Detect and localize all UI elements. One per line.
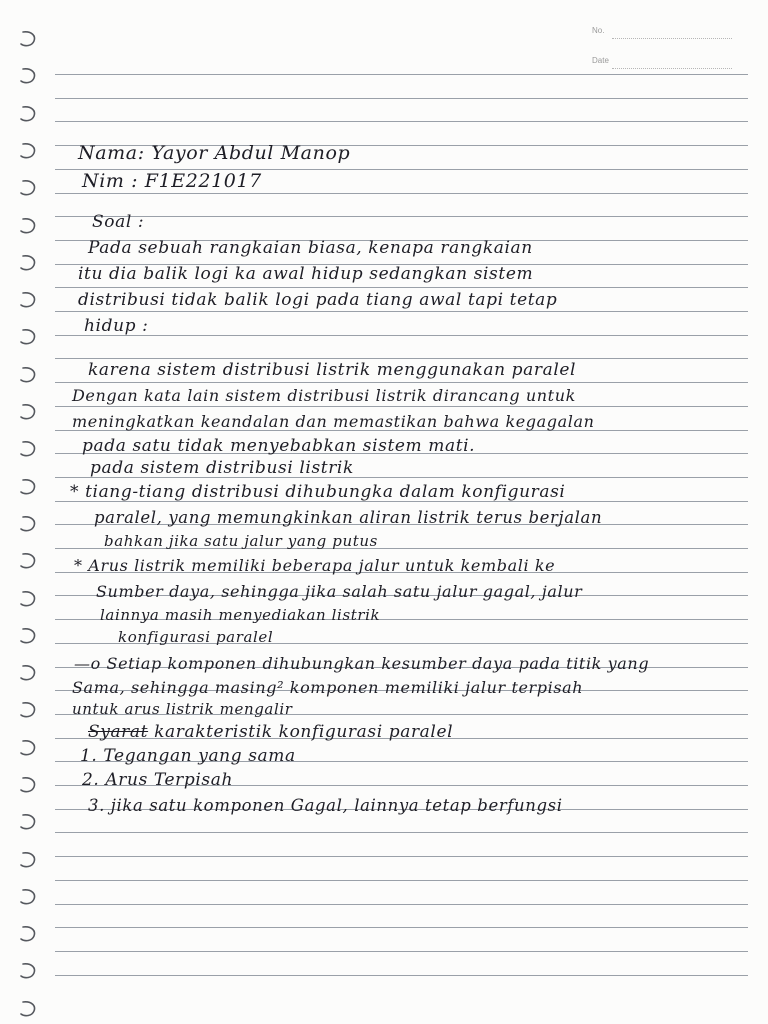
ruled-line xyxy=(55,216,748,217)
binding-hole-icon xyxy=(18,366,38,384)
question-line: hidup : xyxy=(84,316,149,336)
ruled-line xyxy=(55,406,748,407)
ruled-line xyxy=(55,358,748,359)
date-field-line xyxy=(612,68,732,69)
binding-hole-icon xyxy=(18,851,38,869)
answer-line: karena sistem distribusi listrik menggunakan paralel xyxy=(88,360,577,380)
date-label: Date xyxy=(592,56,609,65)
answer-line: lainnya masih menyediakan listrik xyxy=(100,606,381,624)
binding-hole-icon xyxy=(18,30,38,48)
answer-arrow-line: —o Setiap komponen dihubungkan kesumber daya pada titik yang xyxy=(74,654,650,673)
binding-hole-icon xyxy=(18,67,38,85)
ruled-line xyxy=(55,880,748,881)
answer-line: pada sistem distribusi listrik xyxy=(90,458,354,478)
answer-bullet-line: * Arus listrik memiliki beberapa jalur untuk kembali ke xyxy=(74,556,556,575)
binding-hole-icon xyxy=(18,142,38,160)
ruled-line xyxy=(55,311,748,312)
struck-word: Syarat xyxy=(88,722,149,742)
answer-bullet-line: * tiang-tiang distribusi dihubungka dalam konfigurasi xyxy=(70,482,566,502)
binding-hole-icon xyxy=(18,664,38,682)
answer-line: paralel, yang memungkinkan aliran listrik terus berjalan xyxy=(94,508,603,527)
characteristic-item: 3. jika satu komponen Gagal, lainnya tetap berfungsi xyxy=(88,796,563,815)
ruled-line xyxy=(55,975,748,976)
ruled-line xyxy=(55,904,748,905)
binding-hole-icon xyxy=(18,179,38,197)
ruled-line xyxy=(55,121,748,122)
binding-hole-icon xyxy=(18,925,38,943)
binding-hole-icon xyxy=(18,291,38,309)
answer-line: untuk arus listrik mengalir xyxy=(72,700,293,718)
ruled-line xyxy=(55,856,748,857)
binding-hole-icon xyxy=(18,813,38,831)
binding-hole-icon xyxy=(18,590,38,608)
binding-hole-icon xyxy=(18,440,38,458)
question-line: itu dia balik logi ka awal hidup sedangkan sistem xyxy=(78,264,534,284)
ruled-line xyxy=(55,193,748,194)
binding-hole-icon xyxy=(18,1000,38,1018)
ruled-line xyxy=(55,287,748,288)
binding-hole-icon xyxy=(18,888,38,906)
answer-line: konfigurasi paralel xyxy=(118,628,274,646)
name-line: Nama: Yayor Abdul Manop xyxy=(78,142,351,164)
binding-hole-icon xyxy=(18,627,38,645)
characteristic-item: 2. Arus Terpisah xyxy=(82,770,234,790)
ruled-line xyxy=(55,832,748,833)
binding-hole-icon xyxy=(18,739,38,757)
characteristics-heading-row xyxy=(88,722,453,742)
question-heading: Soal : xyxy=(92,212,145,232)
binding-hole-icon xyxy=(18,478,38,496)
no-field-line xyxy=(612,38,732,39)
ruled-line xyxy=(55,382,748,383)
answer-line: Dengan kata lain sistem distribusi listrik dirancang untuk xyxy=(72,386,576,405)
binding-hole-icon xyxy=(18,403,38,421)
binding-hole-icon xyxy=(18,105,38,123)
ruled-line xyxy=(55,98,748,99)
answer-line: bahkan jika satu jalur yang putus xyxy=(104,532,378,550)
characteristics-heading: karakteristik konfigurasi paralel xyxy=(154,722,454,742)
binding-hole-icon xyxy=(18,776,38,794)
ruled-line xyxy=(55,335,748,336)
ruled-line xyxy=(55,951,748,952)
ruled-line xyxy=(55,74,748,75)
nim-line: Nim : F1E221017 xyxy=(82,170,262,192)
ruled-line xyxy=(55,927,748,928)
answer-line: Sama, sehingga masing² komponen memiliki jalur terpisah xyxy=(72,678,584,697)
binding-hole-icon xyxy=(18,217,38,235)
binding-hole-icon xyxy=(18,254,38,272)
binding-hole-icon xyxy=(18,328,38,346)
binding-hole-icon xyxy=(18,701,38,719)
answer-line: pada satu tidak menyebabkan sistem mati. xyxy=(82,436,476,456)
question-line: Pada sebuah rangkaian biasa, kenapa rangkaian xyxy=(88,238,533,258)
no-label: No. xyxy=(592,26,605,35)
question-line: distribusi tidak balik logi pada tiang awal tapi tetap xyxy=(78,290,558,310)
characteristic-item: 1. Tegangan yang sama xyxy=(80,746,296,766)
binding-hole-icon xyxy=(18,515,38,533)
answer-line: Sumber daya, sehingga jika salah satu jalur gagal, jalur xyxy=(96,582,583,601)
answer-line: meningkatkan keandalan dan memastikan bahwa kegagalan xyxy=(72,412,595,431)
binding-hole-icon xyxy=(18,552,38,570)
binding-hole-icon xyxy=(18,962,38,980)
